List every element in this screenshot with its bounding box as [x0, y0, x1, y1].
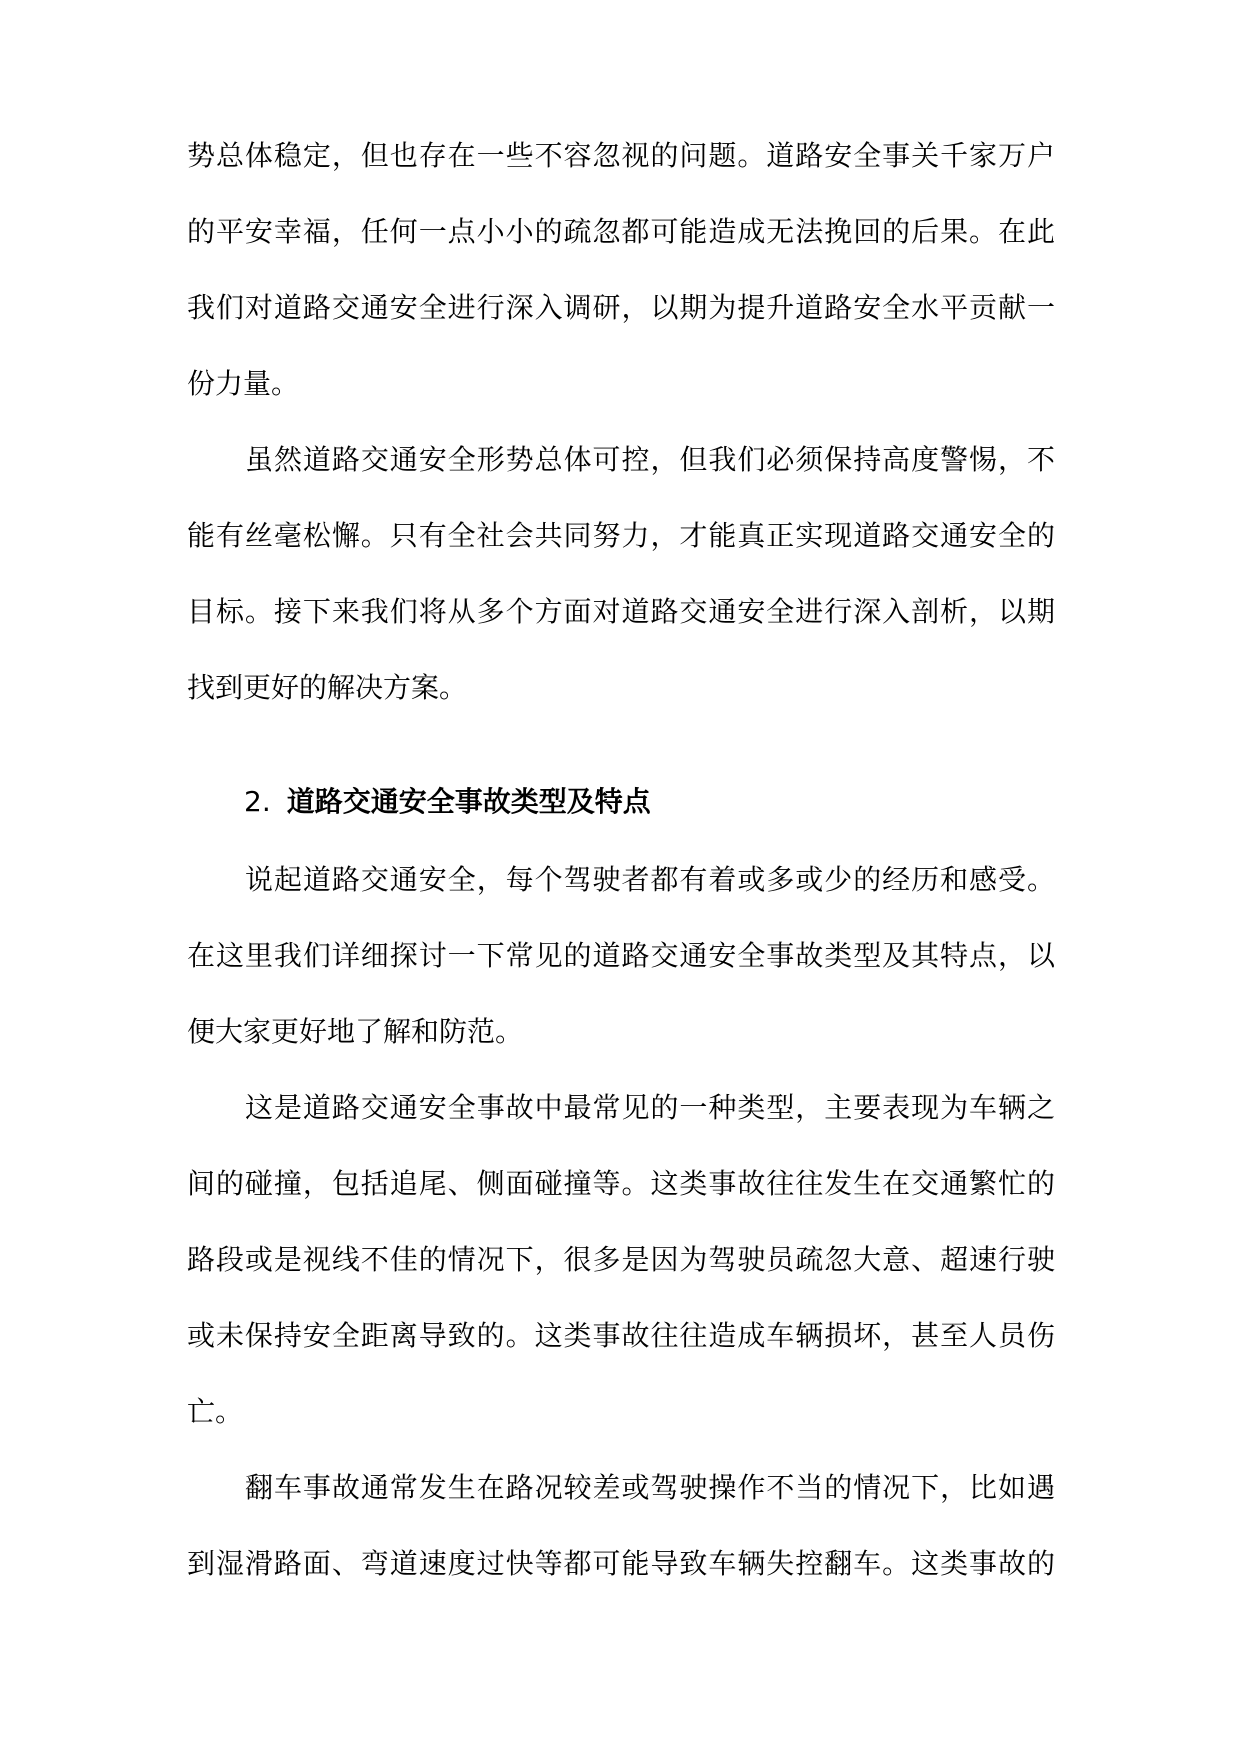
paragraph-line: 份力量。	[187, 367, 300, 400]
paragraph-line: 在这里我们详细探讨一下常见的道路交通安全事故类型及其特点，以	[187, 939, 1055, 972]
paragraph-line: 势总体稳定，但也存在一些不容忽视的问题。道路安全事关千家万户	[187, 139, 1055, 172]
section-heading	[244, 772, 651, 832]
paragraph-line: 找到更好的解决方案。	[187, 671, 468, 704]
paragraph-line: 的平安幸福，任何一点小小的疏忽都可能造成无法挽回的后果。在此	[187, 215, 1055, 248]
paragraph-line: 目标。接下来我们将从多个方面对道路交通安全进行深入剖析，以期	[187, 595, 1055, 628]
paragraph-1	[187, 118, 1055, 422]
paragraph-line: 虽然道路交通安全形势总体可控，但我们必须保持高度警惕，不	[245, 443, 1055, 476]
paragraph-line: 这是道路交通安全事故中最常见的一种类型，主要表现为车辆之	[245, 1091, 1055, 1124]
paragraph-line: 亡。	[187, 1395, 244, 1428]
paragraph-line: 路段或是视线不佳的情况下，很多是因为驾驶员疏忽大意、超速行驶	[187, 1243, 1055, 1276]
paragraph-line: 翻车事故通常发生在路况较差或驾驶操作不当的情况下，比如遇	[245, 1471, 1055, 1504]
paragraph-5	[187, 1450, 1055, 1602]
paragraph-line: 或未保持安全距离导致的。这类事故往往造成车辆损坏，甚至人员伤	[187, 1319, 1055, 1352]
paragraph-line: 我们对道路交通安全进行深入调研，以期为提升道路安全水平贡献一	[187, 291, 1055, 324]
section-heading-title: 道路交通安全事故类型及特点	[286, 785, 651, 818]
paragraph-4	[187, 1070, 1055, 1450]
paragraph-line: 到湿滑路面、弯道速度过快等都可能导致车辆失控翻车。这类事故的	[187, 1547, 1055, 1580]
paragraph-line: 便大家更好地了解和防范。	[187, 1015, 524, 1048]
paragraph-line: 能有丝毫松懈。只有全社会共同努力，才能真正实现道路交通安全的	[187, 519, 1055, 552]
paragraph-2	[187, 422, 1055, 726]
paragraph-3	[187, 842, 1055, 1070]
paragraph-line: 间的碰撞，包括追尾、侧面碰撞等。这类事故往往发生在交通繁忙的	[187, 1167, 1055, 1200]
section-heading-number: 2.	[244, 785, 271, 818]
paragraph-line: 说起道路交通安全，每个驾驶者都有着或多或少的经历和感受。	[245, 863, 1055, 896]
